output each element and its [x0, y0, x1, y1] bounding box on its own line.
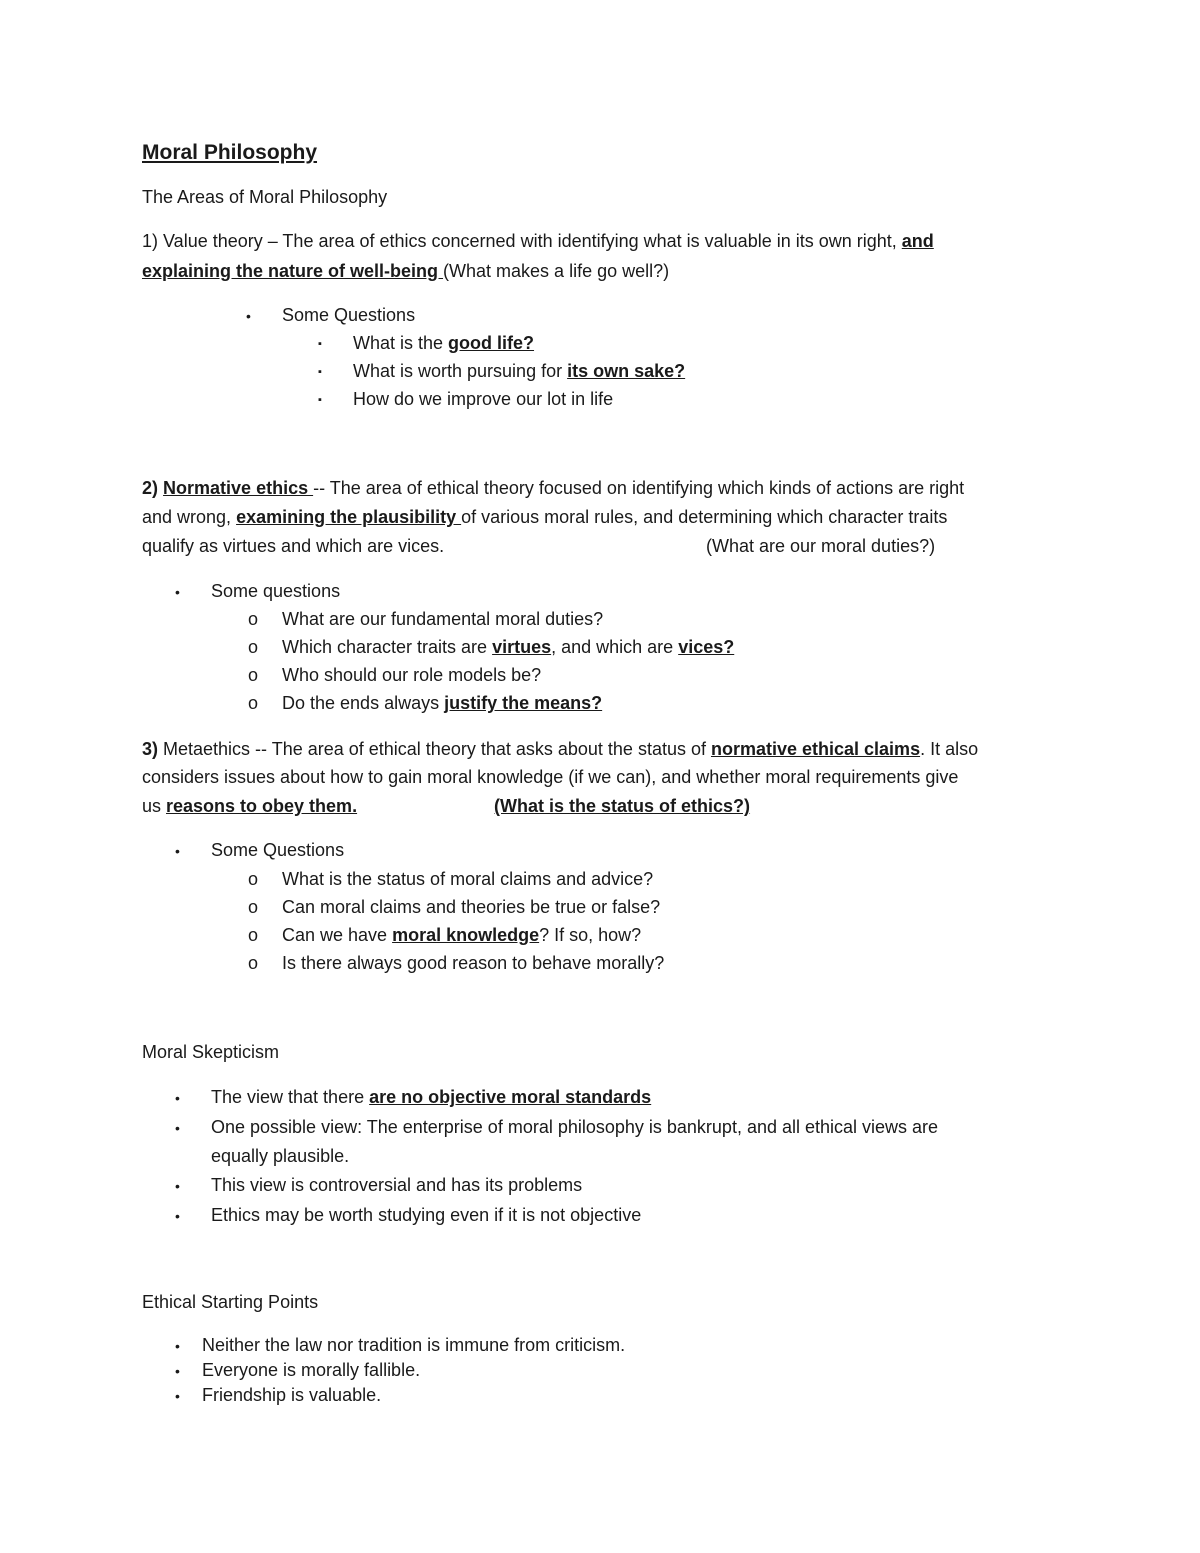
skepticism-bullet-2b: equally plausible.	[211, 1146, 350, 1166]
value-theory-line-2	[142, 260, 669, 282]
question-text: What is worth pursuing for	[353, 361, 568, 381]
value-theory-question-1	[353, 332, 534, 354]
normative-emphasis-2: examining the plausibility	[236, 507, 462, 527]
bullet-disc-icon: •	[175, 1208, 180, 1224]
metaethics-aside: (What is the status of ethics?)	[494, 796, 751, 816]
normative-aside: (What are our moral duties?)	[706, 536, 936, 556]
starting-points-bullet-1: Neither the law nor tradition is immune from criticism.	[202, 1335, 626, 1355]
question-emphasis: justify the means?	[444, 693, 603, 713]
skepticism-bullet-3: This view is controversial and has its problems	[211, 1175, 583, 1195]
bullet-disc-icon: •	[175, 1120, 180, 1136]
bullet-circle-icon: o	[248, 637, 259, 657]
bullet-disc-icon: •	[175, 1178, 180, 1194]
starting-points-bullet-2: Everyone is morally fallible.	[202, 1360, 421, 1380]
skepticism-heading: Moral Skepticism	[142, 1042, 280, 1062]
metaethics-line-1	[142, 738, 978, 760]
question-emphasis: its own sake?	[567, 361, 686, 381]
value-theory-question-2	[353, 360, 685, 382]
value-theory-emphasis-1: and	[901, 231, 934, 251]
value-theory-number: 1)	[142, 231, 159, 251]
bullet-circle-icon: o	[248, 869, 259, 889]
skepticism-bullet-2a: One possible view: The enterprise of moral philosophy is bankrupt, and all ethical views are	[211, 1117, 939, 1137]
question-text: ? If so, how?	[539, 925, 642, 945]
metaethics-text-1: Metaethics -- The area of ethical theory that asks about the status of	[158, 739, 711, 759]
metaethics-question-2: Can moral claims and theories be true or false?	[282, 897, 661, 917]
metaethics-text-1b: . It also	[920, 739, 979, 759]
bullet-square-icon: ▪	[318, 338, 322, 350]
bullet-disc-icon: •	[175, 1388, 180, 1404]
value-theory-emphasis-2: explaining the nature of well-being	[142, 261, 444, 281]
question-emphasis: good life?	[448, 333, 535, 353]
question-text: Which character traits are	[282, 637, 493, 657]
bullet-disc-icon: •	[175, 1090, 180, 1106]
bullet-circle-icon: o	[248, 925, 259, 945]
normative-line-1	[142, 477, 964, 499]
value-theory-text-2: (What makes a life go well?)	[443, 261, 670, 281]
metaethics-question-1: What is the status of moral claims and advice?	[282, 869, 654, 889]
metaethics-text-3: us	[142, 796, 167, 816]
value-theory-line-1	[142, 230, 934, 252]
skepticism-bullet-1	[211, 1086, 651, 1108]
normative-sub-heading: Some questions	[211, 581, 341, 601]
normative-question-4	[282, 692, 602, 714]
normative-question-2	[282, 636, 734, 658]
question-text: , and which are	[551, 637, 679, 657]
question-emphasis: vices?	[678, 637, 735, 657]
question-emphasis: moral knowledge	[392, 925, 540, 945]
normative-question-3: Who should our role models be?	[282, 665, 542, 685]
bullet-disc-icon: •	[175, 584, 180, 600]
normative-question-1: What are our fundamental moral duties?	[282, 609, 604, 629]
value-theory-sub-heading: Some Questions	[282, 305, 416, 325]
normative-line-3: qualify as virtues and which are vices.	[142, 536, 445, 556]
metaethics-line-3	[142, 795, 357, 817]
value-theory-text-1: Value theory – The area of ethics concerned with identifying what is valuable in its own right,	[158, 231, 902, 251]
bullet-square-icon: ▪	[318, 394, 322, 406]
normative-text-2: and wrong,	[142, 507, 237, 527]
areas-heading: The Areas of Moral Philosophy	[142, 187, 388, 207]
metaethics-question-3	[282, 924, 641, 946]
bullet-disc-icon: •	[175, 1338, 180, 1354]
metaethics-sub-heading: Some Questions	[211, 840, 345, 860]
bullet-circle-icon: o	[248, 609, 259, 629]
question-text: What is the	[353, 333, 449, 353]
bullet-text: The view that there	[211, 1087, 370, 1107]
bullet-emphasis: are no objective moral standards	[369, 1087, 652, 1107]
normative-text-1: -- The area of ethical theory focused on identifying which kinds of actions are right	[313, 478, 965, 498]
normative-emphasis-1: Normative ethics	[163, 478, 314, 498]
question-emphasis: virtues	[492, 637, 552, 657]
value-theory-question-3: How do we improve our lot in life	[353, 389, 614, 409]
bullet-circle-icon: o	[248, 897, 259, 917]
metaethics-number: 3)	[142, 739, 159, 759]
normative-line-2	[142, 506, 947, 528]
normative-text-3: of various moral rules, and determining which character traits	[461, 507, 948, 527]
metaethics-question-4: Is there always good reason to behave morally?	[282, 953, 665, 973]
starting-points-bullet-3: Friendship is valuable.	[202, 1385, 382, 1405]
skepticism-bullet-4: Ethics may be worth studying even if it is not objective	[211, 1205, 642, 1225]
page-title: Moral Philosophy	[142, 141, 318, 164]
metaethics-emphasis-2: reasons to obey them.	[166, 796, 358, 816]
normative-number: 2)	[142, 478, 159, 498]
starting-points-heading: Ethical Starting Points	[142, 1292, 319, 1312]
bullet-square-icon: ▪	[318, 366, 322, 378]
bullet-disc-icon: •	[246, 308, 251, 324]
question-text: Do the ends always	[282, 693, 445, 713]
metaethics-emphasis-1: normative ethical claims	[710, 739, 921, 759]
bullet-disc-icon: •	[175, 1363, 180, 1379]
bullet-circle-icon: o	[248, 693, 259, 713]
question-text: Can we have	[282, 925, 393, 945]
bullet-circle-icon: o	[248, 953, 259, 973]
metaethics-line-2: considers issues about how to gain moral knowledge (if we can), and whether moral requirements give	[142, 767, 959, 787]
bullet-circle-icon: o	[248, 665, 259, 685]
bullet-disc-icon: •	[175, 843, 180, 859]
